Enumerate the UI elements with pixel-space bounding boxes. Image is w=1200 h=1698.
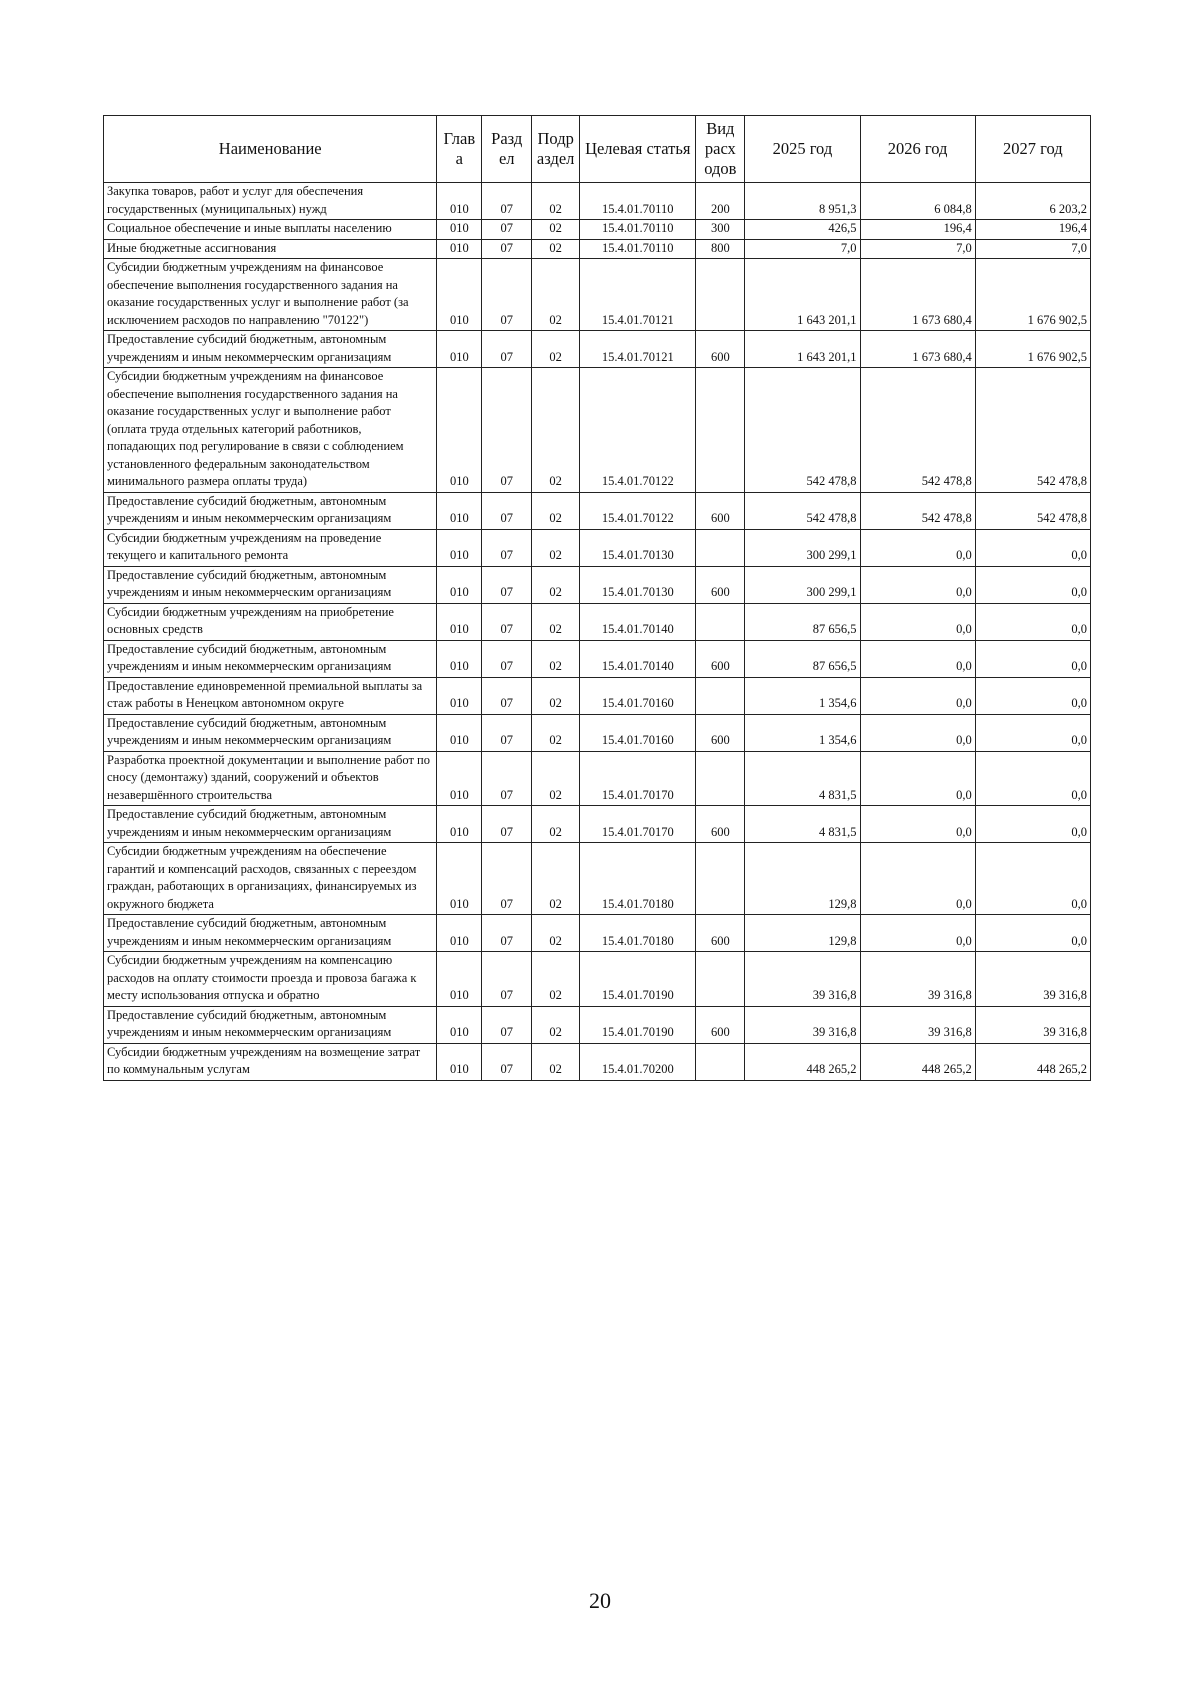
cell-glava: 010 xyxy=(437,751,482,806)
cell-glava: 010 xyxy=(437,368,482,493)
cell-2027: 1 676 902,5 xyxy=(975,331,1090,368)
cell-2026: 0,0 xyxy=(860,843,975,915)
cell-name: Субсидии бюджетным учреждениям на приобретение основных средств xyxy=(104,603,437,640)
cell-2026: 39 316,8 xyxy=(860,1006,975,1043)
cell-glava: 010 xyxy=(437,529,482,566)
cell-vid: 600 xyxy=(696,1006,745,1043)
cell-2026: 0,0 xyxy=(860,806,975,843)
cell-name: Предоставление субсидий бюджетным, автономным учреждениям и иным некоммерческим организациям xyxy=(104,640,437,677)
cell-vid: 600 xyxy=(696,566,745,603)
cell-2025: 129,8 xyxy=(745,843,860,915)
cell-razdel: 07 xyxy=(482,239,532,259)
cell-glava: 010 xyxy=(437,714,482,751)
cell-target: 15.4.01.70190 xyxy=(580,952,696,1007)
cell-2025: 1 354,6 xyxy=(745,677,860,714)
cell-2026: 7,0 xyxy=(860,239,975,259)
cell-2026: 0,0 xyxy=(860,714,975,751)
cell-2027: 542 478,8 xyxy=(975,368,1090,493)
cell-name: Субсидии бюджетным учреждениям на компенсацию расходов на оплату стоимости проезда и провоза багажа к месту использования отпуска и обратно xyxy=(104,952,437,1007)
cell-glava: 010 xyxy=(437,677,482,714)
cell-2026: 0,0 xyxy=(860,603,975,640)
header-razdel: Разд ел xyxy=(482,116,532,183)
cell-2027: 6 203,2 xyxy=(975,183,1090,220)
cell-name: Предоставление субсидий бюджетным, автономным учреждениям и иным некоммерческим организациям xyxy=(104,1006,437,1043)
cell-vid xyxy=(696,1043,745,1080)
header-2026: 2026 год xyxy=(860,116,975,183)
cell-vid xyxy=(696,603,745,640)
cell-name: Социальное обеспечение и иные выплаты населению xyxy=(104,220,437,240)
cell-2027: 0,0 xyxy=(975,566,1090,603)
cell-2025: 39 316,8 xyxy=(745,952,860,1007)
cell-2027: 448 265,2 xyxy=(975,1043,1090,1080)
cell-vid xyxy=(696,751,745,806)
header-vid: Вид расх одов xyxy=(696,116,745,183)
cell-target: 15.4.01.70140 xyxy=(580,640,696,677)
cell-name: Разработка проектной документации и выполнение работ по сносу (демонтажу) зданий, сооружений и объектов незавершённого строительства xyxy=(104,751,437,806)
header-2025: 2025 год xyxy=(745,116,860,183)
cell-podrazdel: 02 xyxy=(532,751,580,806)
cell-glava: 010 xyxy=(437,566,482,603)
cell-2027: 0,0 xyxy=(975,806,1090,843)
cell-podrazdel: 02 xyxy=(532,220,580,240)
cell-2027: 196,4 xyxy=(975,220,1090,240)
cell-razdel: 07 xyxy=(482,368,532,493)
table-row xyxy=(104,640,1091,677)
cell-target: 15.4.01.70170 xyxy=(580,806,696,843)
cell-2025: 8 951,3 xyxy=(745,183,860,220)
cell-target: 15.4.01.70130 xyxy=(580,529,696,566)
cell-name: Предоставление субсидий бюджетным, автономным учреждениям и иным некоммерческим организациям xyxy=(104,331,437,368)
cell-2026: 0,0 xyxy=(860,915,975,952)
cell-target: 15.4.01.70140 xyxy=(580,603,696,640)
table-row xyxy=(104,259,1091,331)
table-row xyxy=(104,368,1091,493)
cell-glava: 010 xyxy=(437,915,482,952)
cell-vid: 800 xyxy=(696,239,745,259)
cell-2026: 1 673 680,4 xyxy=(860,331,975,368)
cell-2027: 39 316,8 xyxy=(975,952,1090,1007)
cell-2025: 87 656,5 xyxy=(745,603,860,640)
cell-2027: 1 676 902,5 xyxy=(975,259,1090,331)
cell-2027: 0,0 xyxy=(975,640,1090,677)
cell-glava: 010 xyxy=(437,952,482,1007)
table-row xyxy=(104,1043,1091,1080)
cell-razdel: 07 xyxy=(482,492,532,529)
cell-vid: 600 xyxy=(696,806,745,843)
cell-name: Закупка товаров, работ и услуг для обеспечения государственных (муниципальных) нужд xyxy=(104,183,437,220)
cell-podrazdel: 02 xyxy=(532,368,580,493)
cell-2026: 0,0 xyxy=(860,751,975,806)
cell-vid: 600 xyxy=(696,492,745,529)
cell-glava: 010 xyxy=(437,1043,482,1080)
cell-razdel: 07 xyxy=(482,603,532,640)
cell-2025: 1 643 201,1 xyxy=(745,259,860,331)
table-row xyxy=(104,677,1091,714)
cell-target: 15.4.01.70121 xyxy=(580,331,696,368)
table-row xyxy=(104,220,1091,240)
cell-2027: 7,0 xyxy=(975,239,1090,259)
cell-podrazdel: 02 xyxy=(532,640,580,677)
cell-podrazdel: 02 xyxy=(532,529,580,566)
cell-2026: 1 673 680,4 xyxy=(860,259,975,331)
cell-podrazdel: 02 xyxy=(532,492,580,529)
cell-2026: 448 265,2 xyxy=(860,1043,975,1080)
cell-podrazdel: 02 xyxy=(532,952,580,1007)
cell-2027: 542 478,8 xyxy=(975,492,1090,529)
table-body xyxy=(104,183,1091,1081)
table-row xyxy=(104,806,1091,843)
cell-glava: 010 xyxy=(437,183,482,220)
cell-2025: 4 831,5 xyxy=(745,751,860,806)
cell-razdel: 07 xyxy=(482,952,532,1007)
cell-vid xyxy=(696,529,745,566)
cell-vid xyxy=(696,843,745,915)
cell-glava: 010 xyxy=(437,843,482,915)
cell-vid: 600 xyxy=(696,640,745,677)
cell-2027: 0,0 xyxy=(975,677,1090,714)
cell-2026: 542 478,8 xyxy=(860,492,975,529)
cell-2025: 87 656,5 xyxy=(745,640,860,677)
cell-vid xyxy=(696,368,745,493)
cell-target: 15.4.01.70200 xyxy=(580,1043,696,1080)
cell-glava: 010 xyxy=(437,492,482,529)
cell-razdel: 07 xyxy=(482,640,532,677)
cell-target: 15.4.01.70110 xyxy=(580,239,696,259)
table-row xyxy=(104,529,1091,566)
cell-vid xyxy=(696,259,745,331)
cell-podrazdel: 02 xyxy=(532,331,580,368)
cell-name: Предоставление субсидий бюджетным, автономным учреждениям и иным некоммерческим организациям xyxy=(104,915,437,952)
cell-2026: 0,0 xyxy=(860,529,975,566)
cell-glava: 010 xyxy=(437,259,482,331)
header-target: Целевая статья xyxy=(580,116,696,183)
cell-2027: 39 316,8 xyxy=(975,1006,1090,1043)
cell-name: Предоставление субсидий бюджетным, автономным учреждениям и иным некоммерческим организациям xyxy=(104,806,437,843)
cell-name: Предоставление субсидий бюджетным, автономным учреждениям и иным некоммерческим организациям xyxy=(104,492,437,529)
cell-2027: 0,0 xyxy=(975,843,1090,915)
cell-name: Субсидии бюджетным учреждениям на финансовое обеспечение выполнения государственного задания на оказание государственных услуг и выполнение работ (за исключением расходов по направлению "70122") xyxy=(104,259,437,331)
cell-podrazdel: 02 xyxy=(532,714,580,751)
cell-podrazdel: 02 xyxy=(532,183,580,220)
header-2027: 2027 год xyxy=(975,116,1090,183)
cell-2025: 542 478,8 xyxy=(745,368,860,493)
cell-razdel: 07 xyxy=(482,714,532,751)
cell-2027: 0,0 xyxy=(975,915,1090,952)
header-podrazdel: Подр аздел xyxy=(532,116,580,183)
cell-target: 15.4.01.70110 xyxy=(580,183,696,220)
cell-podrazdel: 02 xyxy=(532,566,580,603)
cell-podrazdel: 02 xyxy=(532,239,580,259)
cell-2026: 542 478,8 xyxy=(860,368,975,493)
cell-2025: 7,0 xyxy=(745,239,860,259)
cell-target: 15.4.01.70180 xyxy=(580,843,696,915)
cell-target: 15.4.01.70190 xyxy=(580,1006,696,1043)
cell-razdel: 07 xyxy=(482,806,532,843)
cell-name: Субсидии бюджетным учреждениям на возмещение затрат по коммунальным услугам xyxy=(104,1043,437,1080)
table-row xyxy=(104,239,1091,259)
cell-podrazdel: 02 xyxy=(532,843,580,915)
cell-name: Предоставление субсидий бюджетным, автономным учреждениям и иным некоммерческим организациям xyxy=(104,566,437,603)
cell-glava: 010 xyxy=(437,220,482,240)
table-row xyxy=(104,331,1091,368)
cell-razdel: 07 xyxy=(482,220,532,240)
cell-razdel: 07 xyxy=(482,529,532,566)
cell-razdel: 07 xyxy=(482,915,532,952)
budget-table xyxy=(103,115,1091,1081)
cell-2027: 0,0 xyxy=(975,603,1090,640)
header-name: Наименование xyxy=(104,116,437,183)
cell-2025: 1 354,6 xyxy=(745,714,860,751)
cell-razdel: 07 xyxy=(482,1043,532,1080)
table-row xyxy=(104,603,1091,640)
cell-2025: 542 478,8 xyxy=(745,492,860,529)
cell-vid xyxy=(696,952,745,1007)
cell-name: Предоставление единовременной премиальной выплаты за стаж работы в Ненецком автономном округе xyxy=(104,677,437,714)
cell-razdel: 07 xyxy=(482,751,532,806)
cell-name: Иные бюджетные ассигнования xyxy=(104,239,437,259)
cell-target: 15.4.01.70130 xyxy=(580,566,696,603)
table-row xyxy=(104,714,1091,751)
cell-vid: 600 xyxy=(696,714,745,751)
cell-podrazdel: 02 xyxy=(532,806,580,843)
cell-2025: 129,8 xyxy=(745,915,860,952)
cell-target: 15.4.01.70160 xyxy=(580,714,696,751)
table-row xyxy=(104,952,1091,1007)
cell-razdel: 07 xyxy=(482,183,532,220)
cell-2025: 1 643 201,1 xyxy=(745,331,860,368)
cell-target: 15.4.01.70180 xyxy=(580,915,696,952)
cell-name: Предоставление субсидий бюджетным, автономным учреждениям и иным некоммерческим организациям xyxy=(104,714,437,751)
cell-2026: 0,0 xyxy=(860,566,975,603)
cell-2026: 0,0 xyxy=(860,640,975,677)
cell-name: Субсидии бюджетным учреждениям на финансовое обеспечение выполнения государственного задания на оказание государственных услуг и выполнение работ (оплата труда отдельных категорий работников, попадающих под регулирование в связи с соблюдением установленного федеральным законодательством минимального размера оплаты труда) xyxy=(104,368,437,493)
cell-2026: 0,0 xyxy=(860,677,975,714)
cell-target: 15.4.01.70122 xyxy=(580,368,696,493)
cell-glava: 010 xyxy=(437,1006,482,1043)
cell-razdel: 07 xyxy=(482,677,532,714)
cell-2025: 300 299,1 xyxy=(745,529,860,566)
cell-podrazdel: 02 xyxy=(532,259,580,331)
cell-podrazdel: 02 xyxy=(532,603,580,640)
cell-glava: 010 xyxy=(437,603,482,640)
cell-podrazdel: 02 xyxy=(532,1006,580,1043)
cell-target: 15.4.01.70170 xyxy=(580,751,696,806)
cell-podrazdel: 02 xyxy=(532,677,580,714)
page-number: 20 xyxy=(589,1588,611,1613)
cell-name: Субсидии бюджетным учреждениям на проведение текущего и капитального ремонта xyxy=(104,529,437,566)
cell-2025: 39 316,8 xyxy=(745,1006,860,1043)
cell-2026: 39 316,8 xyxy=(860,952,975,1007)
cell-vid: 200 xyxy=(696,183,745,220)
table-row xyxy=(104,492,1091,529)
cell-glava: 010 xyxy=(437,806,482,843)
cell-target: 15.4.01.70160 xyxy=(580,677,696,714)
header-row xyxy=(104,116,1091,183)
cell-razdel: 07 xyxy=(482,259,532,331)
cell-2026: 6 084,8 xyxy=(860,183,975,220)
cell-2027: 0,0 xyxy=(975,529,1090,566)
cell-2025: 300 299,1 xyxy=(745,566,860,603)
cell-razdel: 07 xyxy=(482,566,532,603)
cell-vid: 600 xyxy=(696,331,745,368)
cell-vid xyxy=(696,677,745,714)
cell-2027: 0,0 xyxy=(975,714,1090,751)
cell-target: 15.4.01.70122 xyxy=(580,492,696,529)
cell-vid: 300 xyxy=(696,220,745,240)
cell-razdel: 07 xyxy=(482,1006,532,1043)
cell-glava: 010 xyxy=(437,239,482,259)
table-row xyxy=(104,915,1091,952)
cell-target: 15.4.01.70110 xyxy=(580,220,696,240)
table-row xyxy=(104,843,1091,915)
table-row xyxy=(104,1006,1091,1043)
cell-razdel: 07 xyxy=(482,843,532,915)
cell-glava: 010 xyxy=(437,640,482,677)
cell-name: Субсидии бюджетным учреждениям на обеспечение гарантий и компенсаций расходов, связанных с переездом граждан, работающих в организациях, финансируемых из окружного бюджета xyxy=(104,843,437,915)
cell-podrazdel: 02 xyxy=(532,1043,580,1080)
cell-razdel: 07 xyxy=(482,331,532,368)
table-row xyxy=(104,183,1091,220)
cell-vid: 600 xyxy=(696,915,745,952)
cell-2025: 426,5 xyxy=(745,220,860,240)
cell-glava: 010 xyxy=(437,331,482,368)
cell-target: 15.4.01.70121 xyxy=(580,259,696,331)
table-row xyxy=(104,751,1091,806)
header-glava: Глав а xyxy=(437,116,482,183)
cell-2025: 4 831,5 xyxy=(745,806,860,843)
table-row xyxy=(104,566,1091,603)
cell-2026: 196,4 xyxy=(860,220,975,240)
cell-podrazdel: 02 xyxy=(532,915,580,952)
cell-2027: 0,0 xyxy=(975,751,1090,806)
cell-2025: 448 265,2 xyxy=(745,1043,860,1080)
